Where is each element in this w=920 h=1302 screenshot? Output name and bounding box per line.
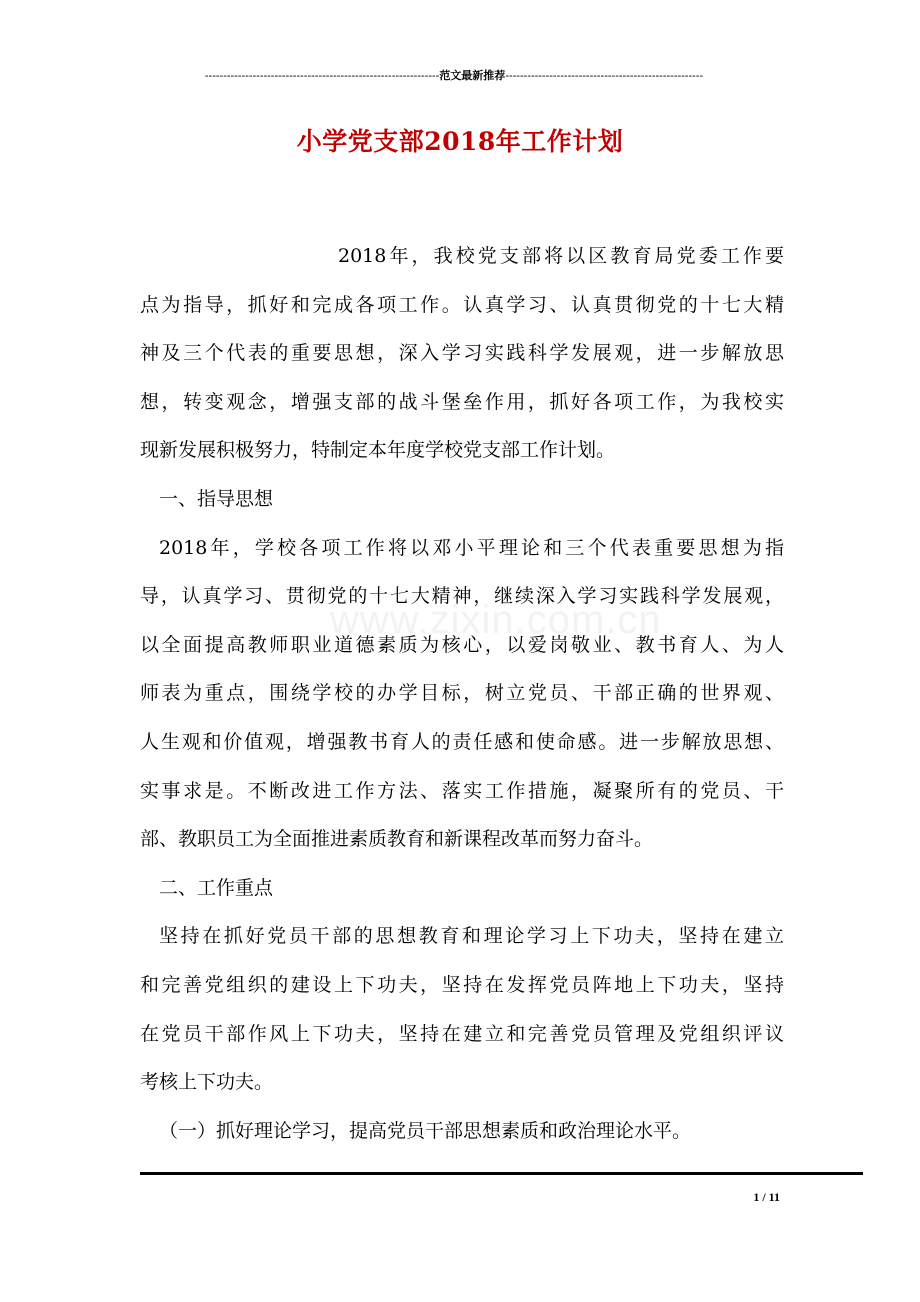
section1-line: 以全面提高教师职业道德素质为核心，以爱岗敬业、教书育人、为人 <box>140 633 784 656</box>
header-label: 范文最新推荐 <box>439 70 506 82</box>
section2-line: 在党员干部作风上下功夫，坚持在建立和完善党员管理及党组织评议 <box>140 1022 784 1045</box>
page-number: 1 / 11 <box>753 1190 780 1204</box>
section-heading-work-focus: 二、工作重点 <box>159 876 274 899</box>
section2-line: 和完善党组织的建设上下功夫，坚持在发挥党员阵地上下功夫，坚持 <box>140 973 784 996</box>
intro-line: 神及三个代表的重要思想，深入学习实践科学发展观，进一步解放思 <box>140 342 784 365</box>
footer-rule <box>140 1172 863 1175</box>
header-dashes-left: ---------------------------------------------------------------- <box>204 70 440 82</box>
intro-line: 想，转变观念，增强支部的战斗堡垒作用，抓好各项工作，为我校实 <box>140 390 784 413</box>
section1-line: 师表为重点，围绕学校的办学目标，树立党员、干部正确的世界观、 <box>140 682 784 705</box>
section1-line: 2018年，学校各项工作将以邓小平理论和三个代表重要思想为指 <box>159 536 784 559</box>
document-body <box>140 232 784 1155</box>
section1-line: 导，认真学习、贯彻党的十七大精神，继续深入学习实践科学发展观， <box>140 585 784 608</box>
section-heading-guiding-ideology: 一、指导思想 <box>159 487 274 510</box>
section1-line: 部、教职员工为全面推进素质教育和新课程改革而努力奋斗。 <box>140 828 654 851</box>
header-dashes-right: ------------------------------------------------------ <box>505 70 704 82</box>
intro-line: 现新发展积极努力，特制定本年度学校党支部工作计划。 <box>140 439 616 462</box>
subsection-heading-theory-study: （一）抓好理论学习，提高党员干部思想素质和政治理论水平。 <box>159 1119 692 1142</box>
section2-line: 考核上下功夫。 <box>140 1071 274 1094</box>
section2-line: 坚持在抓好党员干部的思想教育和理论学习上下功夫，坚持在建立 <box>159 925 784 948</box>
document-title: 小学党支部2018年工作计划 <box>296 127 624 156</box>
section1-line: 实事求是。不断改进工作方法、落实工作措施，凝聚所有的党员、干 <box>140 779 784 802</box>
intro-line: 点为指导，抓好和完成各项工作。认真学习、认真贯彻党的十七大精 <box>140 293 784 316</box>
intro-line: 2018年，我校党支部将以区教育局党委工作要 <box>338 245 784 267</box>
watermark: www.zixin.com.cn <box>330 598 662 642</box>
section1-line: 人生观和价值观，增强教书育人的责任感和使命感。进一步解放思想、 <box>140 730 784 753</box>
page-header <box>140 68 768 84</box>
